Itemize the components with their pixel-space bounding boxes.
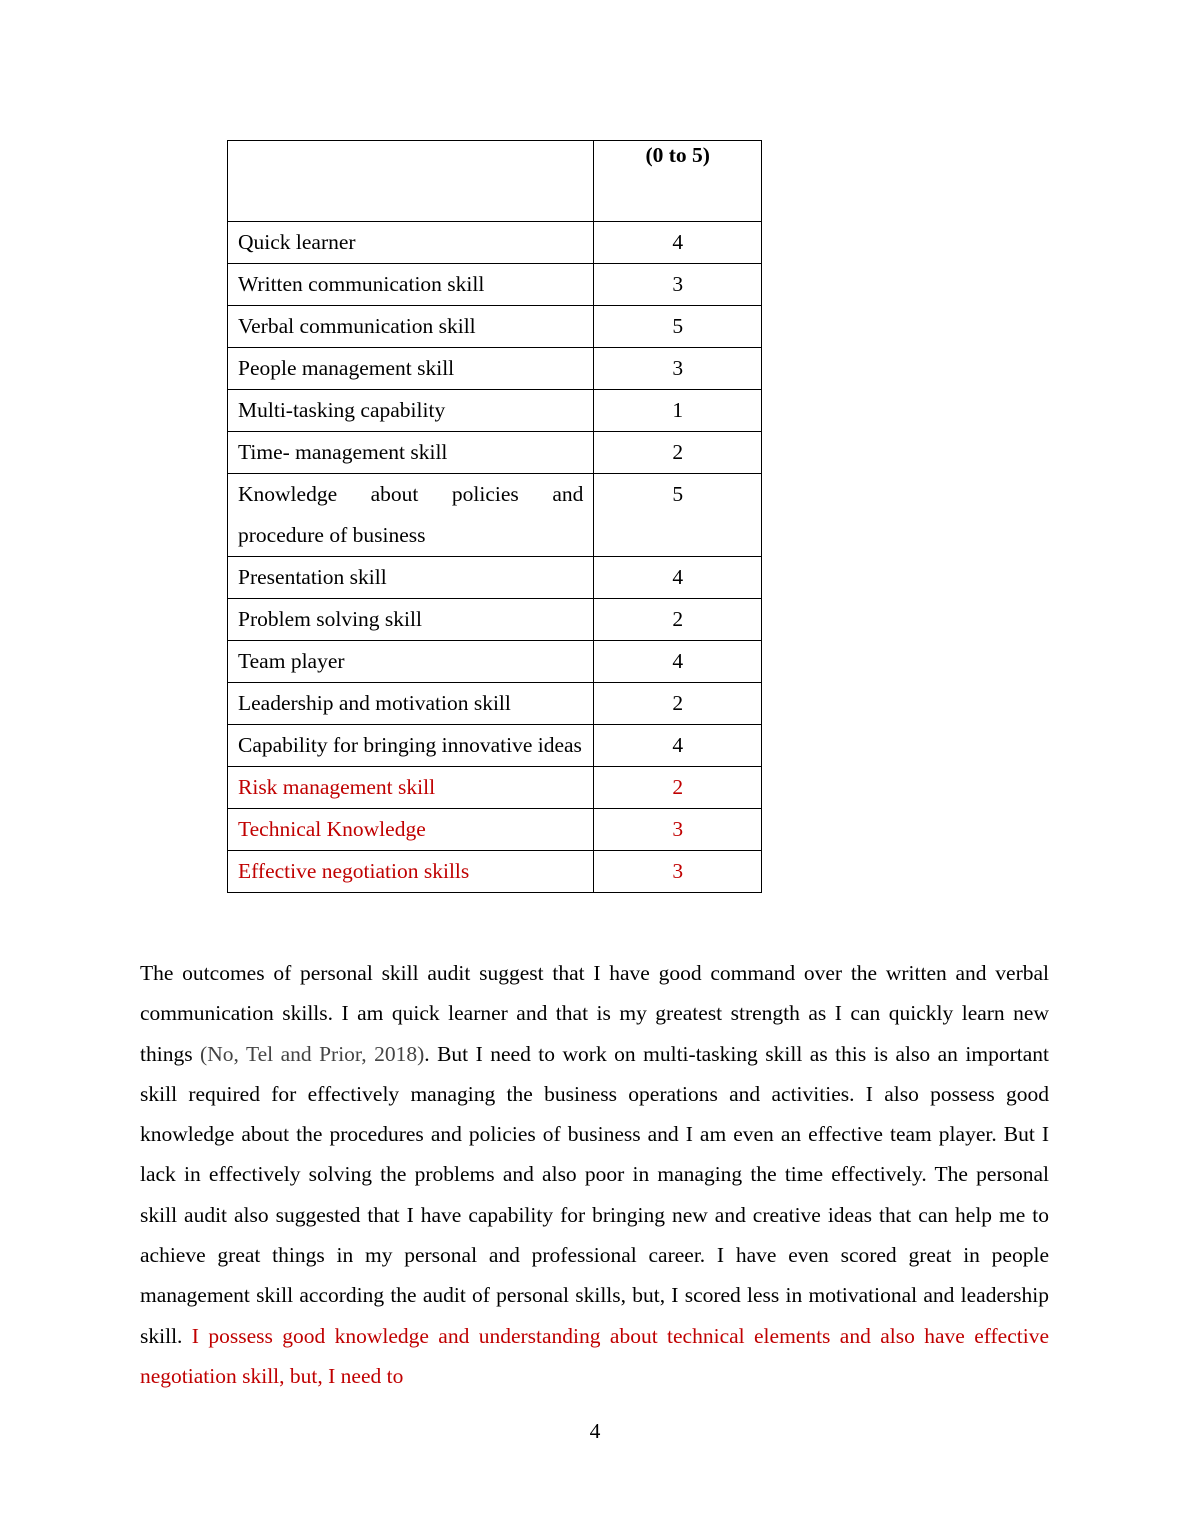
page-number: 4 <box>589 1419 601 1443</box>
skill-score: 2 <box>594 599 762 641</box>
skill-name: Problem solving skill <box>228 599 594 641</box>
paragraph-text: The outcomes of personal skill audit suggest that I have good command over the written and verbal communication skills. I am quick learner and that is my greatest strength as I can quickly learn new things <box>140 961 1049 1066</box>
skill-score: 2 <box>594 432 762 474</box>
skill-name: People management skill <box>228 348 594 390</box>
table-row <box>228 306 762 348</box>
table-row <box>228 641 762 683</box>
table-row <box>228 264 762 306</box>
skill-name: Multi-tasking capability <box>228 390 594 432</box>
table-row-highlighted <box>228 767 762 809</box>
skill-score: 4 <box>594 557 762 599</box>
skill-name: Written communication skill <box>228 264 594 306</box>
table-row <box>228 683 762 725</box>
skill-score: 5 <box>594 474 762 557</box>
skill-score: 4 <box>594 725 762 767</box>
skill-score: 3 <box>594 348 762 390</box>
table-row <box>228 222 762 264</box>
table-header-row <box>228 141 762 222</box>
table-row <box>228 390 762 432</box>
table-row <box>228 432 762 474</box>
skill-name: Effective negotiation skills <box>228 851 594 893</box>
skill-name: Leadership and motivation skill <box>228 683 594 725</box>
skill-name: Knowledge about policies and procedure of business <box>228 474 594 557</box>
skill-name: Presentation skill <box>228 557 594 599</box>
skill-score: 4 <box>594 222 762 264</box>
table-row <box>228 474 762 557</box>
skill-score: 2 <box>594 683 762 725</box>
table-row <box>228 557 762 599</box>
skill-score: 3 <box>594 851 762 893</box>
skill-score: 5 <box>594 306 762 348</box>
paragraph-text: . But I need to work on multi-tasking skill as this is also an important skill required for effectively managing the business operations and activities. I also possess good knowledge about the procedures and policies of business and I am even an effective team player. But I lack in effectively solving the problems and also poor in managing the time effectively. The personal skill audit also suggested that I have capability for bringing new and creative ideas that can help me to achieve great things in my personal and professional career. I have even scored great in people management skill according the audit of personal skills, but, I scored less in motivational and leadership skill. <box>140 1041 1049 1348</box>
body-paragraph <box>140 953 1049 1396</box>
skill-name: Team player <box>228 641 594 683</box>
highlighted-text: I possess good knowledge and understanding about technical elements and also have effective negotiation skill, but, I need to <box>140 1323 1049 1388</box>
skill-name: Technical Knowledge <box>228 809 594 851</box>
skill-score: 2 <box>594 767 762 809</box>
skill-audit-table <box>227 140 762 893</box>
table-row-highlighted <box>228 851 762 893</box>
skill-name: Quick learner <box>228 222 594 264</box>
skill-score: 3 <box>594 809 762 851</box>
skill-name: Risk management skill <box>228 767 594 809</box>
table-row <box>228 599 762 641</box>
table-row <box>228 725 762 767</box>
skill-name: Verbal communication skill <box>228 306 594 348</box>
skill-score: 3 <box>594 264 762 306</box>
header-label-cell <box>228 141 594 222</box>
header-score-cell: (0 to 5) <box>594 141 762 222</box>
table-row <box>228 348 762 390</box>
citation: (No, Tel and Prior, 2018) <box>200 1041 425 1066</box>
table-row-highlighted <box>228 809 762 851</box>
skill-score: 1 <box>594 390 762 432</box>
skill-name: Capability for bringing innovative ideas <box>228 725 594 767</box>
skill-name: Time- management skill <box>228 432 594 474</box>
skill-score: 4 <box>594 641 762 683</box>
